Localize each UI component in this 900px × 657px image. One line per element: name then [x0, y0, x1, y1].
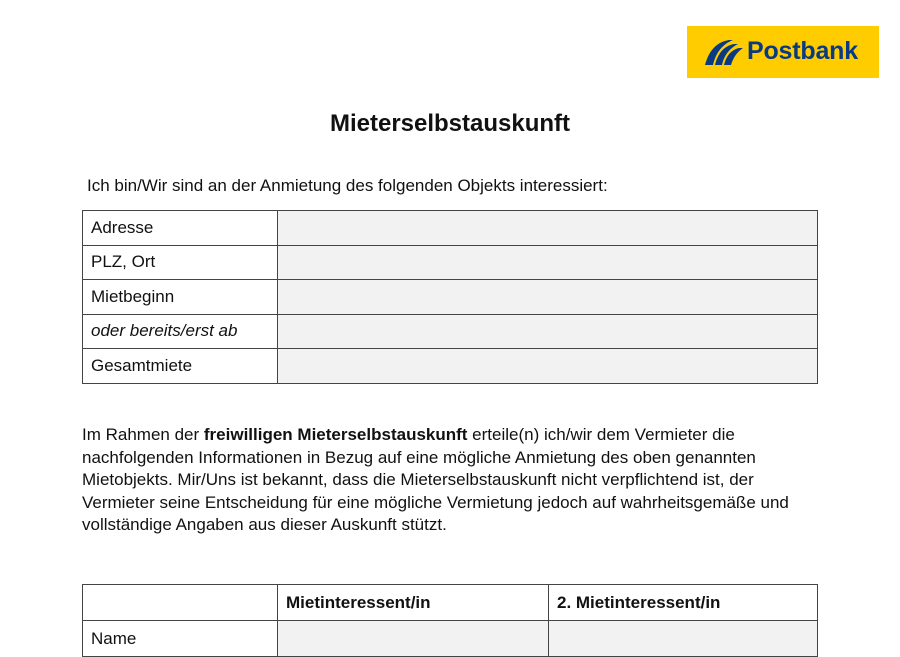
plz-ort-field[interactable] — [278, 245, 818, 280]
header-mietinteressent: Mietinteressent/in — [278, 585, 549, 621]
postbank-logo — [687, 26, 879, 78]
row-label-plz-ort: PLZ, Ort — [83, 245, 278, 280]
row-label-adresse: Adresse — [83, 211, 278, 246]
paragraph-text-end: erteile(n) ich/wir dem Vermieter die nachfolgenden Informationen in Bezug auf eine mögliche Anmietung des oben genannten Mietobjekts. Mir/Uns ist bekannt, dass die Mieterselbstauskunft nicht verpflichtend ist, der Vermieter seine Entscheidung für eine mögliche Vermietung jedoch auf wahrheitsgemäße und vollständige Angaben aus dieser Auskunft stützt. — [82, 425, 789, 534]
name-field-2[interactable] — [549, 621, 818, 657]
table-row — [83, 211, 818, 246]
paragraph-text-start: Im Rahmen der — [82, 425, 204, 444]
persons-table — [82, 584, 818, 657]
intro-text: Ich bin/Wir sind an der Anmietung des folgenden Objekts interessiert: — [87, 176, 608, 195]
bereits-ab-field[interactable] — [278, 314, 818, 349]
table-row — [83, 621, 818, 657]
header-mietinteressent-2: 2. Mietinteressent/in — [549, 585, 818, 621]
consent-paragraph — [82, 424, 822, 537]
header-empty — [83, 585, 278, 621]
paragraph-bold-term: freiwilligen Mieterselbstauskunft — [203, 425, 468, 444]
table-row — [83, 280, 818, 315]
adresse-field[interactable] — [278, 211, 818, 246]
logo-text: Postbank — [747, 37, 858, 65]
table-row — [83, 245, 818, 280]
row-label-mietbeginn: Mietbeginn — [83, 280, 278, 315]
postbank-mark-icon — [703, 38, 743, 66]
mietbeginn-field[interactable] — [278, 280, 818, 315]
page-title: Mieterselbstauskunft — [329, 110, 571, 137]
table-row — [83, 314, 818, 349]
object-table — [82, 210, 818, 384]
table-header-row — [83, 585, 818, 621]
gesamtmiete-field[interactable] — [278, 349, 818, 384]
table-row — [83, 349, 818, 384]
name-field-1[interactable] — [278, 621, 549, 657]
row-label-name: Name — [83, 621, 278, 657]
row-label-bereits-ab: oder bereits/erst ab — [83, 314, 278, 349]
row-label-gesamtmiete: Gesamtmiete — [83, 349, 278, 384]
